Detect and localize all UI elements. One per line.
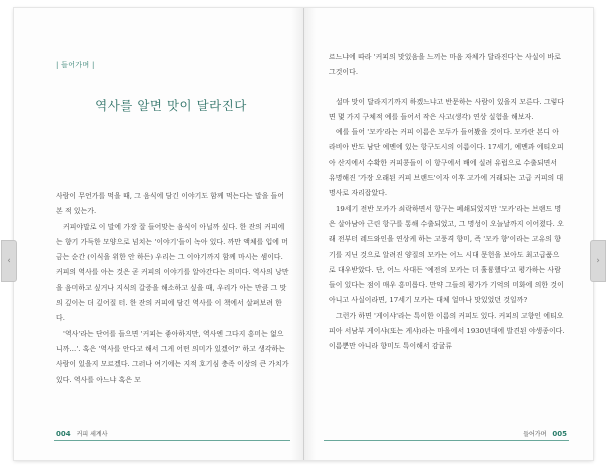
paragraph: 르느냐에 따라 '커피의 맛있음을 느끼는 마음 자체가 달라진다'는 사실이 바로 그것이다. (329, 53, 561, 77)
footer-rule (324, 440, 569, 441)
paragraph: 예를 들어 '모카'라는 커피 이름은 모두가 들어봤을 것이다. 모카란 본디 아라비아 반도 남단 예멘에 있는 항구도시의 이름이다. 17세기, 예멘과 에티오피아 산지에서 수확한 커피콩들이 이 항구에서 배에 실려 유럽으로 수출되면서 유명해진 '가장 오래된 커피 브랜드'이자 이후 고가에 거래되는 고급 커피의 대명사로 자리잡았다. (329, 128, 564, 198)
right-body-text (329, 50, 565, 355)
next-page-button[interactable] (590, 240, 606, 282)
book-viewer (14, 8, 593, 460)
paragraph: 그런가 하면 '게이샤'라는 특이한 이름의 커피도 있다. 커피의 고향인 에티오피아 서남부 게이샤(또는 게샤)라는 마을에서 1930년대에 발견된 야생종이다. 이름뿐만 아니라 향미도 특이해서 감귤류 (329, 311, 565, 351)
page-number: 005 (552, 429, 567, 438)
right-footer (523, 429, 567, 438)
running-head: 커피 세계사 (76, 431, 108, 438)
paragraph: 사람이 무언가를 먹을 때, 그 음식에 담긴 이야기도 함께 먹는다는 말을 들어본 적 있는가. (56, 192, 285, 216)
chevron-right-icon: › (596, 256, 600, 266)
paragraph: 커피야말로 이 말에 가장 잘 들어맞는 음식이 아닐까 싶다. 한 잔의 커피에는 향기 가득한 모양으로 넘치는 '이야기'들이 녹아 있다. 까만 액체를 입에 머금는 순간 (이식을 위한 안 하든) 우리는 그 이야기까지 함께 마시는 셈이다. 커피의 역사를 아는 것은 곧 커피의 이야기를 알아간다는 의미다. 역사의 낭만을 음미하고 싶거나 지식의 갈증을 해소하고 싶을 때, 우리가 아는 만큼 그 맛의 깊이는 더 깊어질 터. 한 잔의 커피에 담긴 역사를 이 책에서 살펴보려 한다. (56, 222, 289, 323)
right-page (304, 8, 593, 460)
paragraph: 설마 맛이 달라지기까지 하겠느냐고 반문하는 사람이 있을지 모른다. 그렇다면 몇 가지 구체적 예를 들어서 작은 사고(생각) 연상 실험을 해보자. (329, 97, 565, 121)
left-footer (56, 429, 108, 438)
page-number: 004 (56, 429, 71, 438)
left-page (14, 8, 303, 460)
paragraph: 19세기 전반 모카가 쇠락하면서 항구는 폐쇄되었지만 '모카'라는 브랜드 명은 살아남아 근린 항구를 통해 수출되었고, 그 명성이 오늘날까지 이어졌다. 오래 전부터 레드와인을 연상케 하는 고풍격 향미, 즉 '모카 향'이라는 고유의 향기를 지닌 것으로 알려진 양질의 모카는 어느 시대 문헌을 보아도 최고급품으로 대우받았다. 단, 어느 사대든 '예전의 모카는 더 훌륭했다'고 평가하는 사람들이 있다는 점이 매우 흥미롭다. 만약 그들의 평가가 기억의 미화에 의한 것이 아니고 사실이라면, 17세기 모카는 대체 얼마나 맛있었던 것일까? (329, 204, 564, 305)
previous-page-button[interactable] (1, 240, 17, 282)
footer-rule (54, 440, 290, 441)
spine-shadow (304, 8, 316, 460)
running-head: 들어가며 (523, 431, 547, 438)
chevron-left-icon: ‹ (7, 256, 11, 266)
paragraph: '역사'라는 단어를 들으면 '커피는 좋아하지만, 역사엔 그다지 흥미는 없으니까…'. 혹은 '역사를 안다고 해서 그게 어떤 의미가 있겠어?' 하고 생각하는 사람이 있을지 모르겠다. 그러나 여기에는 지적 호기심 충족 이상의 큰 가치가 있다. 역사를 아느냐 혹은 모 (56, 329, 289, 384)
left-body-text (56, 189, 290, 388)
spine-shadow (291, 8, 303, 460)
section-tag: | 들어가며 | (56, 61, 95, 69)
chapter-title: 역사를 알면 맛이 달라진다 (95, 98, 247, 113)
